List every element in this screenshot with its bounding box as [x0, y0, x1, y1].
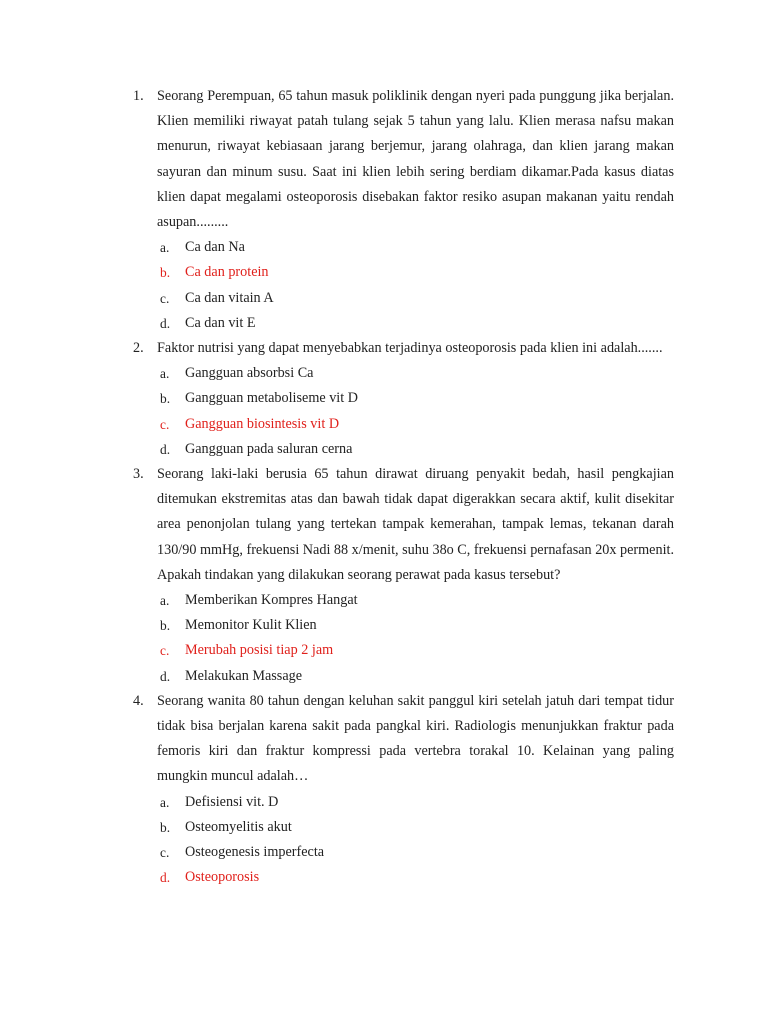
option-c — [157, 840, 674, 865]
option-letter: b. — [160, 618, 171, 634]
option-text: Osteomyelitis akut — [185, 818, 292, 835]
option-a — [157, 361, 674, 386]
option-c — [157, 638, 674, 663]
option-b — [157, 260, 674, 285]
option-d — [157, 437, 674, 462]
option-a — [157, 235, 674, 260]
option-d — [157, 865, 674, 890]
answer-options — [157, 235, 674, 336]
question-text: Seorang Perempuan, 65 tahun masuk poliklinik dengan nyeri pada punggung jika berjalan. Klien memiliki riwayat patah tulang sejak 5 tahun yang lalu. Klien merasa nafsu makan menurun, riwayat kebiasaan jarang berjemur, jarang olahraga, dan klien jarang makan sayuran dan minum susu. Saat ini klien lebih sering berdiam dikamar.Pada kasus diatas klien dapat megalami osteoporosis disebakan faktor resiko asupan makanan yaitu rendah asupan......... — [157, 88, 674, 231]
option-text: Defisiensi vit. D — [185, 793, 279, 810]
option-text: Gangguan pada saluran cerna — [185, 440, 353, 457]
option-text: Memberikan Kompres Hangat — [185, 591, 358, 608]
question-text: Faktor nutrisi yang dapat menyebabkan terjadinya osteoporosis pada klien ini adalah....... — [157, 339, 663, 356]
question-text: Seorang wanita 80 tahun dengan keluhan sakit panggul kiri setelah jatuh dari tempat tidur tidak bisa berjalan karena sakit pada pangkal kiri. Radiologis menunjukkan fraktur pada femoris kiri dan fraktur kompressi pada vertebra torakal 10. Kelainan yang paling mungkin muncul adalah… — [157, 692, 674, 785]
option-d — [157, 664, 674, 689]
option-text: Ca dan Na — [185, 239, 245, 256]
option-letter: c. — [160, 416, 170, 432]
option-b — [157, 613, 674, 638]
option-letter: a. — [160, 592, 170, 608]
option-text: Melakukan Massage — [185, 667, 303, 684]
option-c — [157, 412, 674, 437]
answer-options — [157, 361, 674, 462]
option-text: Ca dan protein — [185, 264, 269, 281]
question-number: 4. — [133, 692, 144, 709]
option-letter: d. — [160, 315, 171, 331]
option-c — [157, 286, 674, 311]
question-text: Seorang laki-laki berusia 65 tahun dirawat diruang penyakit bedah, hasil pengkajian ditemukan ekstremitas atas dan bawah tidak dapat digerakkan secara aktif, kulit disekitar area penonjolan tulang yang tertekan tampak kemerahan, tampak lemas, tekanan darah 130/90 mmHg, frekuensi Nadi 88 x/menit, suhu 38o C, frekuensi pernafasan 20x permenit. Apakah tindakan yang dilakukan seorang perawat pada kasus tersebut? — [157, 465, 674, 583]
answer-options — [157, 790, 674, 891]
option-text: Gangguan metaboliseme vit D — [185, 390, 358, 407]
option-text: Osteoporosis — [185, 869, 260, 886]
option-text: Gangguan biosintesis vit D — [185, 415, 340, 432]
option-text: Ca dan vitain A — [185, 289, 274, 306]
option-b — [157, 815, 674, 840]
option-letter: d. — [160, 668, 171, 684]
option-a — [157, 790, 674, 815]
option-letter: d. — [160, 870, 171, 886]
option-letter: a. — [160, 240, 170, 256]
option-text: Osteogenesis imperfecta — [185, 843, 325, 860]
question-1 — [133, 84, 674, 336]
question-number: 2. — [133, 339, 144, 356]
option-letter: c. — [160, 290, 170, 306]
option-text: Memonitor Kulit Klien — [185, 617, 317, 634]
option-b — [157, 386, 674, 411]
question-2 — [133, 336, 674, 462]
question-3 — [133, 462, 674, 689]
option-text: Ca dan vit E — [185, 314, 256, 331]
option-text: Merubah posisi tiap 2 jam — [185, 642, 334, 659]
document-page — [0, 84, 768, 890]
question-number: 1. — [133, 88, 144, 104]
option-a — [157, 588, 674, 613]
option-letter: b. — [160, 391, 171, 407]
option-letter: c. — [160, 643, 170, 659]
option-d — [157, 311, 674, 336]
option-letter: b. — [160, 265, 171, 281]
answer-options — [157, 588, 674, 689]
option-letter: b. — [160, 819, 171, 835]
option-letter: c. — [160, 844, 170, 860]
question-number: 3. — [133, 465, 144, 482]
question-4 — [133, 689, 674, 891]
option-letter: a. — [160, 366, 170, 382]
option-text: Gangguan absorbsi Ca — [185, 365, 314, 382]
option-letter: d. — [160, 441, 171, 457]
option-letter: a. — [160, 794, 170, 810]
